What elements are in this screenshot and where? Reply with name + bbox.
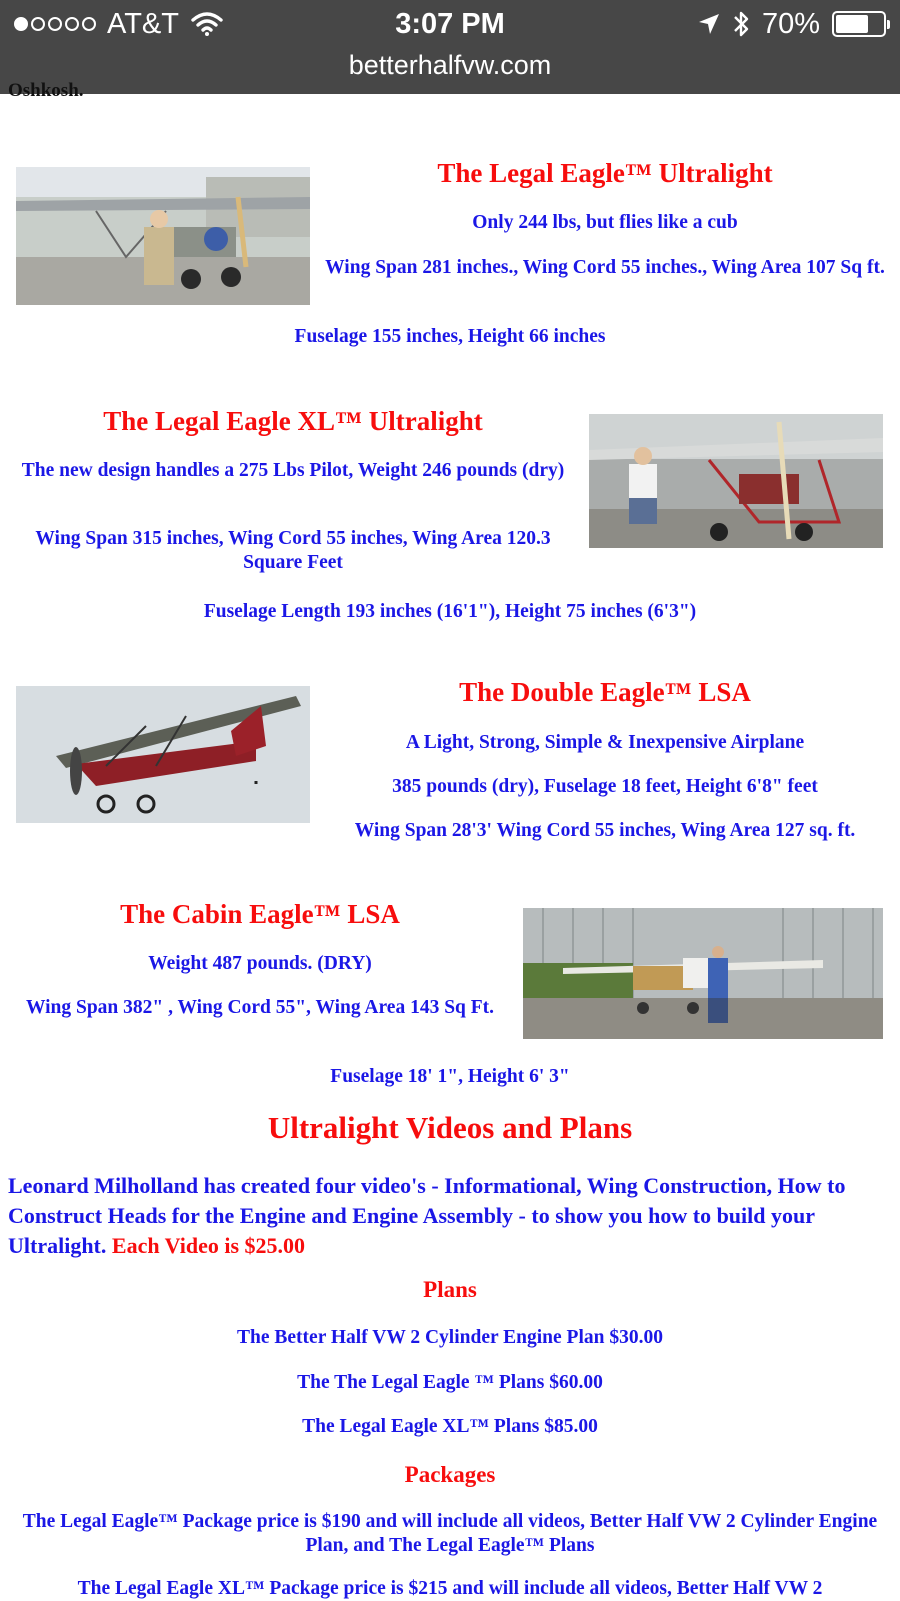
legal-eagle-wing: Wing Span 281 inches., Wing Cord 55 inches., Wing Area 107 Sq ft. [325,257,885,278]
cabin-eagle-wing: Wing Span 382" , Wing Cord 55", Wing Area 143 Sq Ft. [25,997,495,1018]
location-arrow-icon [698,13,720,35]
address-bar-url[interactable]: betterhalfvw.com [348,50,552,80]
plan-legal-eagle-xl: The Legal Eagle XL™ Plans $85.00 [302,1416,598,1437]
packages-heading: Packages [404,1462,496,1487]
double-eagle-weight: 385 pounds (dry), Fuselage 18 feet, Height 6'8" feet [392,776,818,797]
legal-eagle-fuselage: Fuselage 155 inches, Height 66 inches [294,326,606,347]
package-legal-eagle: The Legal Eagle™ Package price is $190 and will include all videos, Better Half VW 2 Cylinder Engine Plan, and The Legal Eagle™ Plans [22,1511,878,1556]
videos-heading: Ultralight Videos and Plans [267,1110,633,1145]
clock-time: 3:07 PM [395,8,505,40]
carrier-label: AT&T [107,7,179,40]
battery-percent: 70% [761,7,820,40]
cabin-eagle-fuselage: Fuselage 18' 1", Height 6' 3" [330,1066,570,1087]
legal-eagle-xl-photo [589,414,883,548]
legal-eagle-photo [16,167,310,305]
double-eagle-title: The Double Eagle™ LSA [459,677,751,707]
plans-heading: Plans [423,1277,477,1302]
battery-icon [832,11,886,37]
videos-paragraph [8,1171,888,1261]
browser-status-bar [0,0,900,94]
videos-price: Each Video is $25.00 [111,1233,306,1258]
legal-eagle-title: The Legal Eagle™ Ultralight [437,158,773,188]
plan-legal-eagle: The The Legal Eagle ™ Plans $60.00 [297,1372,603,1393]
status-right [686,6,886,42]
cutoff-text: Oshkosh. [8,80,84,101]
cabin-eagle-photo [523,908,883,1039]
package-legal-eagle-xl: The Legal Eagle XL™ Package price is $215 and will include all videos, Better Half VW 2 [77,1578,823,1599]
battery-level-fill [836,15,868,33]
legal-eagle-xl-title: The Legal Eagle XL™ Ultralight [103,406,483,436]
videos-text: Leonard Milholland has created four video's - Informational, Wing Construction, How to Construct Heads for the Engine and Engine Assembly - to show you how to build your Ultralight. [8,1173,846,1258]
legal-eagle-xl-weight: The new design handles a 275 Lbs Pilot, Weight 246 pounds (dry) [21,460,565,481]
legal-eagle-weight: Only 244 lbs, but flies like a cub [472,212,738,233]
double-eagle-photo [16,686,310,823]
double-eagle-wing: Wing Span 28'3' Wing Cord 55 inches, Wing Area 127 sq. ft. [354,820,856,841]
legal-eagle-xl-wing: Wing Span 315 inches, Wing Cord 55 inches, Wing Area 120.3 Square Feet [35,528,551,573]
cabin-eagle-title: The Cabin Eagle™ LSA [120,899,400,929]
double-eagle-desc: A Light, Strong, Simple & Inexpensive Airplane [405,732,805,753]
plan-engine: The Better Half VW 2 Cylinder Engine Plan $30.00 [237,1327,663,1348]
legal-eagle-xl-fuselage: Fuselage Length 193 inches (16'1"), Height 75 inches (6'3") [203,601,697,622]
bluetooth-icon [732,10,750,38]
cabin-eagle-weight: Weight 487 pounds. (DRY) [148,953,372,974]
